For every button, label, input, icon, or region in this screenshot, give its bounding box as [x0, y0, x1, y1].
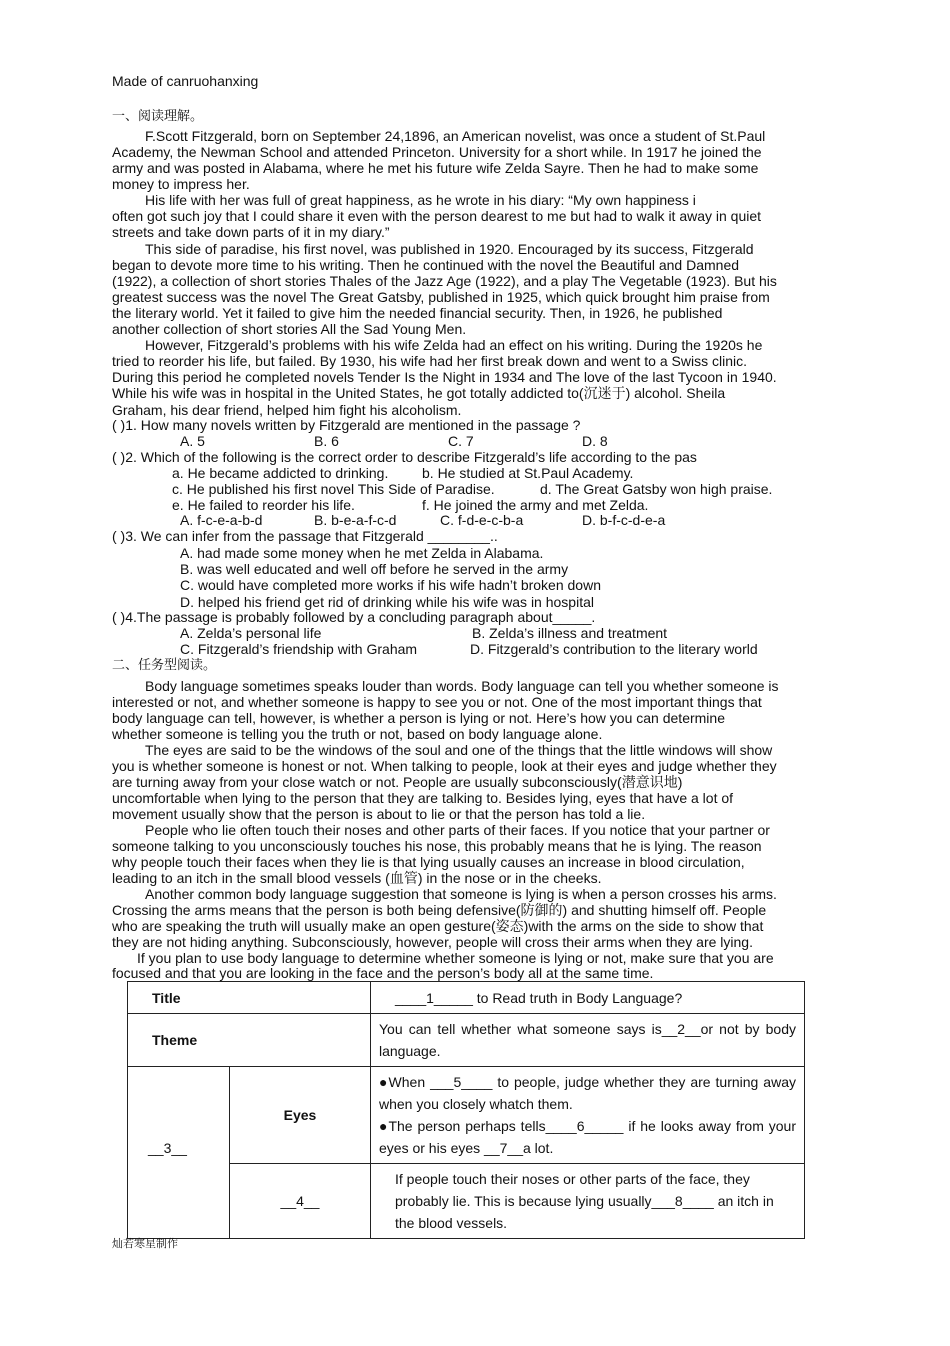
p4-line: tried to reorder his life, but failed. By 1930, his wife had her first break down and went to a Swiss clinic.: [112, 353, 747, 369]
q4-option: D. Fitzgerald’s contribution to the literary world: [470, 641, 758, 657]
q1-option: D. 8: [582, 433, 608, 449]
blank-3: __3__: [128, 1067, 230, 1239]
q2-item: e. He failed to reorder his life.: [172, 497, 355, 513]
s2p3-line: leading to an itch in the small blood vessels (血管) in the nose or in the cheeks.: [112, 870, 602, 886]
p4-line: While his wife was in hospital in the United States, he got totally addicted to(沉迷于) alcohol. Sheila: [112, 385, 726, 401]
section2-heading: 二、任务型阅读。: [112, 658, 217, 673]
theme-value: You can tell whether what someone says is__2__or not by body language.: [371, 1014, 805, 1067]
q1-option: A. 5: [180, 433, 205, 449]
question-4: ( )4.The passage is probably followed by a concluding paragraph about_____.: [112, 609, 596, 625]
s2p2-line: The eyes are said to be the windows of the soul and one of the things that the little windows will show: [145, 742, 773, 758]
q2-option: B. b-e-a-f-c-d: [314, 512, 397, 528]
header-text: Made of canruohanxing: [112, 73, 259, 89]
q2-item: f. He joined the army and met Zelda.: [422, 497, 649, 513]
q3-option: D. helped his friend get rid of drinking while his wife was in hospital: [180, 594, 594, 610]
p1-line: F.Scott Fitzgerald, born on September 24,1896, an American novelist, was once a student of St.Paul: [145, 128, 766, 144]
s2p2-line: uncomfortable when lying to the person that they are talking to. Besides lying, eyes that have a lot of: [112, 790, 734, 806]
p3-line: (1922), a collection of short stories Thales of the Jazz Age (1922), and a play The Vegetable (1923). But his: [112, 273, 777, 289]
p1-line: army and was posted in Alabama, where he met his future wife Zelda Sayre. Then he had to make some: [112, 160, 759, 176]
q2-item: b. He studied at St.Paul Academy.: [422, 465, 634, 481]
eyes-bullet-1: ●When ___5____ to people, judge whether they are turning away when you closely whatch them.: [379, 1074, 796, 1112]
p2-line: streets and take down parts of it in my diary.”: [112, 224, 390, 240]
blank-4: __4__: [230, 1164, 371, 1239]
p4-line: Graham, his dear friend, helped him fight his alcoholism.: [112, 402, 462, 418]
p3-line: began to devote more time to his writing. Then he continued with the novel the Beautiful and Damned: [112, 257, 740, 273]
s2p2-line: movement usually show that the person is about to lie or that the person has told a lie.: [112, 806, 646, 822]
q4-option: A. Zelda’s personal life: [180, 625, 322, 641]
question-1: ( )1. How many novels written by Fitzgerald are mentioned in the passage ?: [112, 417, 581, 433]
question-2: ( )2. Which of the following is the correct order to describe Fitzgerald’s life according to the pas: [112, 449, 697, 465]
p3-line: This side of paradise, his first novel, was published in 1920. Encouraged by its success, Fitzgerald: [145, 241, 754, 257]
s2p2-line: you is whether someone is honest or not. When talking to people, look at their eyes and judge whether they: [112, 758, 777, 774]
q2-option: A. f-c-e-a-b-d: [180, 512, 263, 528]
q2-option: C. f-d-e-c-b-a: [440, 512, 524, 528]
footer-text: 灿若寒星制作: [112, 1237, 178, 1250]
s2p4-line: they are not hiding anything. Subconsciously, however, people will cross their arms when they are lying.: [112, 934, 753, 950]
s2p4-line: Crossing the arms means that the person is both being defensive(防御的) and shutting himself off. People: [112, 902, 767, 918]
q1-option: C. 7: [448, 433, 474, 449]
s2p1-line: interested or not, and whether someone is happy to see you or not. One of the most important things that: [112, 694, 762, 710]
q3-option: A. had made some money when he met Zelda in Alabama.: [180, 545, 544, 561]
section1-heading: 一、阅读理解。: [112, 109, 204, 124]
s2p3-line: why people touch their faces when they lie is that lying usually causes an increase in blood circulation,: [112, 854, 745, 870]
s2p4-line: Another common body language suggestion that someone is lying is when a person crosses his arms.: [145, 886, 777, 902]
s2p4-line: who are speaking the truth will usually make an open gesture(姿态)with the arms on the side to show that: [112, 918, 764, 934]
s2p2-line: are turning away from your close watch or not. People are usually subconsciously(潜意识地): [112, 774, 683, 790]
p1-line: Academy, the Newman School and attended Princeton. University for a short while. In 1917 he joined the: [112, 144, 762, 160]
title-value: ____1_____ to Read truth in Body Language?: [371, 982, 805, 1014]
p4-line: During this period he completed novels Tender Is the Night in 1934 and The love of the last Tycoon in 1940.: [112, 369, 777, 385]
s2p3-line: someone talking to you unconsciously touches his nose, this probably means that he is lying. The reason: [112, 838, 762, 854]
q2-item: c. He published his first novel This Side of Paradise.: [172, 481, 495, 497]
s2p1-line: Body language sometimes speaks louder than words. Body language can tell you whether someone is: [145, 678, 779, 694]
q2-option: D. b-f-c-d-e-a: [582, 512, 666, 528]
eyes-cell: [371, 1067, 805, 1164]
q4-option: B. Zelda’s illness and treatment: [472, 625, 668, 641]
p3-line: greatest success was the novel The Great Gatsby, published in 1925, which quick brought him praise from: [112, 289, 770, 305]
q2-item: a. He became addicted to drinking.: [172, 465, 389, 481]
p1-line: money to impress her.: [112, 176, 250, 192]
s2p5-line: If you plan to use body language to determine whether someone is lying or not, make sure that you are: [137, 950, 774, 966]
s2p1-line: body language can tell, however, is whether a person is lying or not. Here’s how you can determine: [112, 710, 725, 726]
q4-option: C. Fitzgerald’s friendship with Graham: [180, 641, 418, 657]
q2-item: d. The Great Gatsby won high praise.: [540, 481, 773, 497]
q3-option: C. would have completed more works if his wife hadn’t broken down: [180, 577, 601, 593]
theme-label: Theme: [128, 1014, 371, 1067]
s2p1-line: whether someone is telling you the truth or not, based on body language alone.: [112, 726, 603, 742]
q1-option: B. 6: [314, 433, 339, 449]
question-3: ( )3. We can infer from the passage that Fitzgerald ________..: [112, 528, 498, 544]
p3-line: the literary world. Yet it failed to give him the needed financial security. Then, in 1926, he published: [112, 305, 723, 321]
title-label: Title: [128, 982, 371, 1014]
p4-line: However, Fitzgerald’s problems with his wife Zelda had an effect on his writing. During the 1920s he: [145, 337, 763, 353]
nose-text: If people touch their noses or other parts of the face, they probably lie. This is because lying usually___8____ an itch in the blood vessels.: [371, 1164, 805, 1239]
eyes-bullet-2: ●The person perhaps tells____6_____ if he looks away from your eyes or his eyes __7__a lot.: [379, 1118, 796, 1156]
q3-option: B. was well educated and well off before he served in the army: [180, 561, 569, 577]
s2p5-line: focused and that you are looking in the face and the person’s body all at the same time.: [112, 965, 654, 981]
p2-line: often got such joy that I could share it even with the person dearest to me but had to walk it away in quiet: [112, 208, 762, 224]
s2p3-line: People who lie often touch their noses and other parts of their faces. If you notice that your partner or: [145, 822, 770, 838]
p2-line: His life with her was full of great happiness, as he wrote in his diary: “My own happiness i: [145, 192, 696, 208]
eyes-label: Eyes: [230, 1067, 371, 1164]
p3-line: another collection of short stories All the Sad Young Men.: [112, 321, 467, 337]
task-table: [127, 981, 805, 1239]
